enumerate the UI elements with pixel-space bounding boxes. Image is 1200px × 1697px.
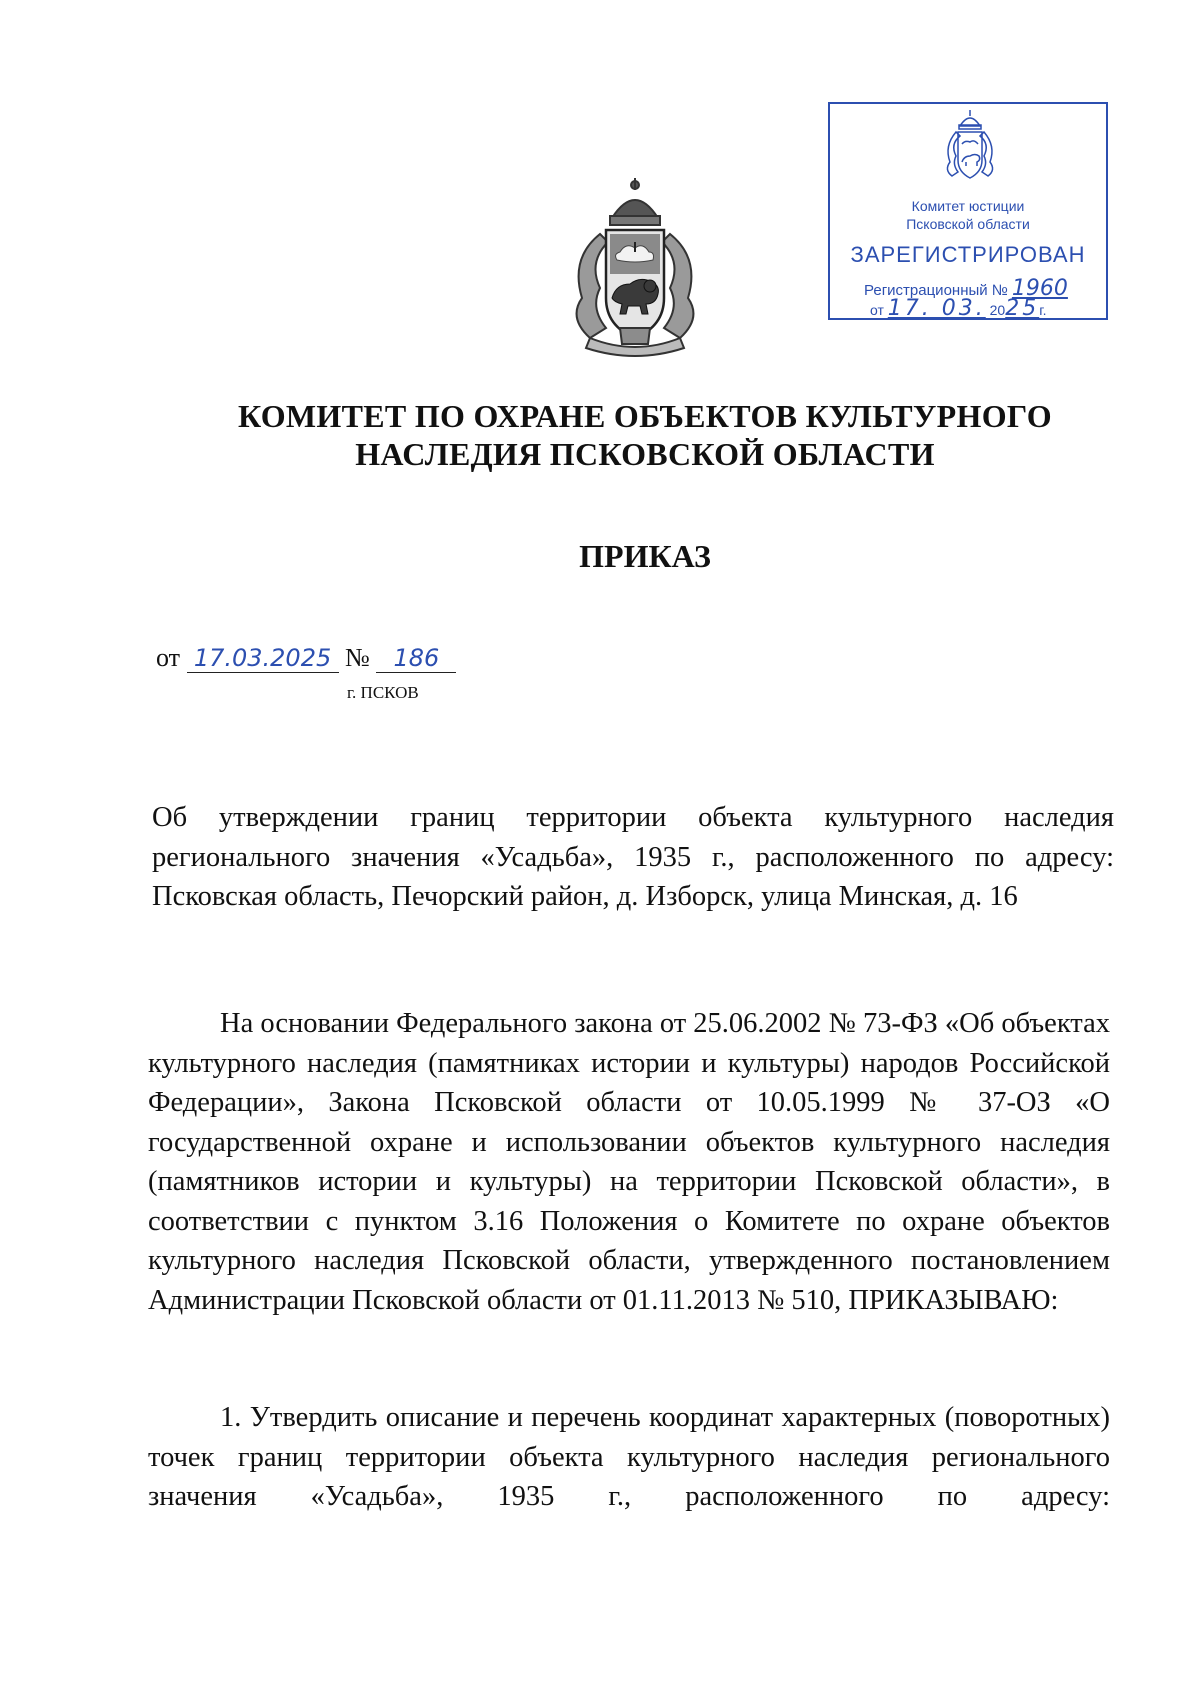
number-label: №: [345, 643, 370, 672]
stamp-emblem-icon: [942, 110, 998, 184]
document-type-title: ПРИКАЗ: [579, 538, 711, 574]
date-label: от: [156, 643, 181, 672]
stamp-year-value: 25: [1005, 296, 1040, 321]
order-number: 186: [376, 644, 456, 673]
organization-name-line2: НАСЛЕДИЯ ПСКОВСКОЙ ОБЛАСТИ: [355, 436, 935, 472]
registration-stamp: [828, 102, 1108, 320]
order-subject-title: Об утверждении границ территории объекта культурного наследия регионального значения «Усадьба», 1935 г., расположенного по адресу: Псковская область, Печорский район, д. Изборск, улица Минская, д. 16: [152, 802, 1114, 912]
organization-name-line1: КОМИТЕТ ПО ОХРАНЕ ОБЪЕКТОВ КУЛЬТУРНОГО: [238, 398, 1052, 434]
order-item-1: 1. Утвердить описание и перечень координат характерных (поворотных) точек границ территории объекта культурного наследия регионального значения «Усадьба», 1935 г., расположенного по адресу:: [148, 1402, 1110, 1512]
stamp-date-row: [870, 296, 1047, 321]
order-city: г. ПСКОВ: [347, 683, 419, 702]
stamp-date-prefix: от: [870, 302, 884, 318]
order-date: 17.03.2025: [187, 644, 339, 673]
stamp-authority-line1: Комитет юстиции: [911, 198, 1025, 214]
stamp-status: ЗАРЕГИСТРИРОВАН: [850, 242, 1086, 267]
stamp-authority-line2: Псковской области: [906, 216, 1030, 232]
stamp-date-value: 17. 03.: [887, 296, 986, 321]
stamp-registration-label: Регистрационный №: [864, 282, 1008, 299]
stamp-registration-number: 1960: [1011, 276, 1068, 301]
stamp-year-suffix: г.: [1039, 302, 1047, 318]
legal-basis-paragraph: На основании Федерального закона от 25.06.2002 № 73-ФЗ «Об объектах культурного наследия (памятниках истории и культуры) народов Российской Федерации», Закона Псковской области от 10.05.1999 № 37-ОЗ «О государственной охране и использовании объектов культурного наследия (памятников истории и культуры) на территории Псковской области», в соответствии с пунктом 3.16 Положения о Комитете по охране объектов культурного наследия Псковской области, утвержденного постановлением Администрации Псковской области от 01.11.2013 № 510, ПРИКАЗЫВАЮ:: [148, 1008, 1110, 1316]
order-date-number-row: [156, 643, 456, 673]
stamp-year-prefix: 20: [989, 302, 1006, 318]
pskov-region-coat-of-arms: [560, 178, 710, 360]
